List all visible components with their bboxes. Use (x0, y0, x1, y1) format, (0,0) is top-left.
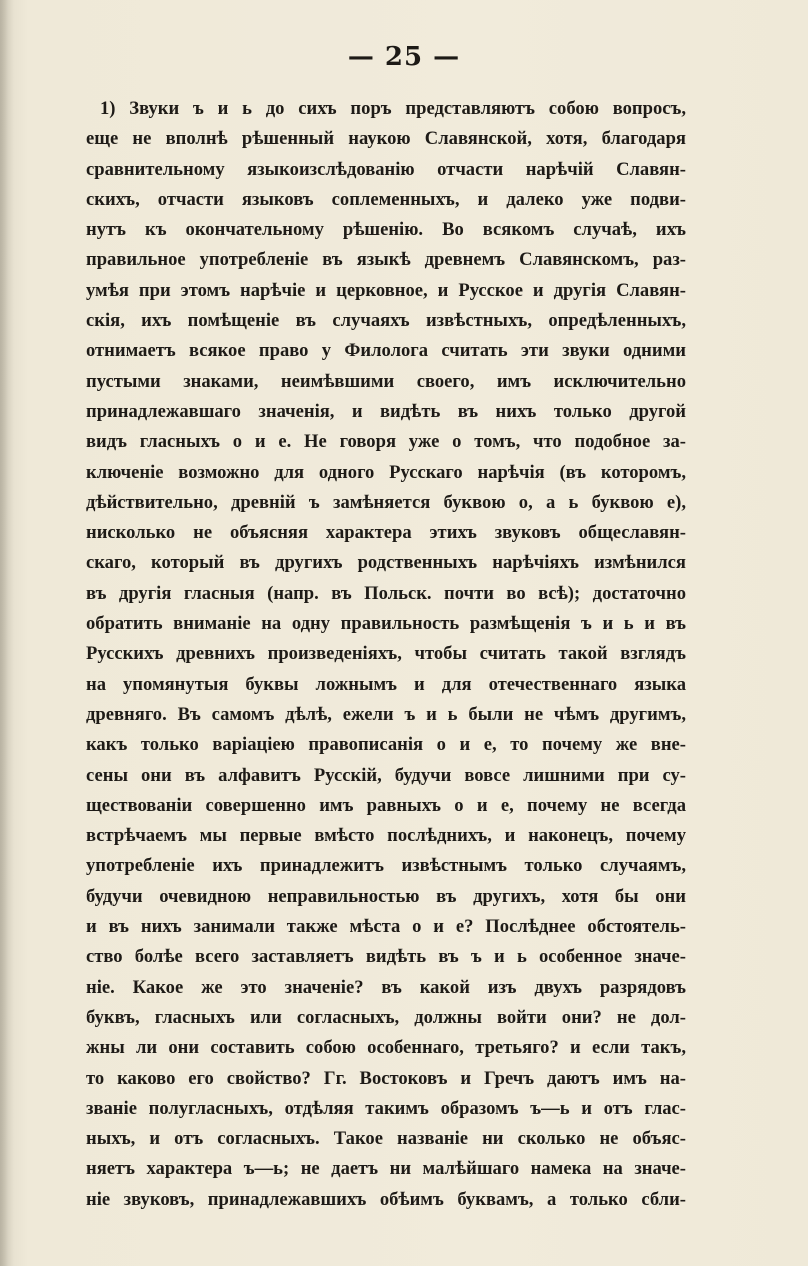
text-line: принадлежавшаго значенія, и видѣть въ нихъ только другой (86, 400, 686, 422)
text-line: нисколько не объясняя характера этихъ звуковъ общеславян- (86, 522, 686, 544)
text-line: употребленіе ихъ принадлежитъ извѣстнымъ только случаямъ, (86, 855, 686, 877)
text-line: древняго. Въ самомъ дѣлѣ, ежели ъ и ь были не чѣмъ другимъ, (86, 703, 686, 725)
text-line: ключеніе возможно для одного Русскаго нарѣчія (въ которомъ, (86, 461, 686, 483)
page-number: — 25 — (347, 42, 461, 72)
text-line: ніе. Какое же это значеніе? въ какой изъ двухъ разрядовъ (86, 976, 686, 998)
text-line: ніе звуковъ, принадлежавшихъ обѣимъ буквамъ, а только сбли- (86, 1188, 686, 1210)
footnote-text (86, 94, 686, 1215)
text-line: пустыми знаками, неимѣвшими своего, имъ исключительно (86, 370, 686, 392)
text-line: званіе полугласныхъ, отдѣляя такимъ образомъ ъ—ь и отъ глас- (86, 1097, 686, 1119)
text-line: ныхъ, и отъ согласныхъ. Такое названіе ни сколько не объяс- (86, 1128, 686, 1150)
text-line: отнимаетъ всякое право у Филолога считать эти звуки одними (86, 340, 686, 362)
text-line: и въ нихъ занимали также мѣста о и е? Послѣднее обстоятель- (86, 916, 686, 938)
text-line: нутъ къ окончательному рѣшенію. Во всякомъ случаѣ, ихъ (86, 219, 686, 241)
text-line: еще не вполнѣ рѣшенный наукою Славянской, хотя, благодаря (86, 128, 686, 150)
text-line: видъ гласныхъ о и е. Не говоря уже о томъ, что подобное за- (86, 431, 686, 453)
text-line: скаго, который въ другихъ родственныхъ нарѣчіяхъ измѣнился (86, 552, 686, 574)
text-line: скія, ихъ помѣщеніе въ случаяхъ извѣстныхъ, опредѣленныхъ, (86, 310, 686, 332)
text-line: жны ли они составить собою особеннаго, третьяго? и если такъ, (86, 1037, 686, 1059)
text-line: сравнительному языкоизслѣдованію отчасти нарѣчій Славян- (86, 158, 686, 180)
text-line: правильное употребленіе въ языкѣ древнемъ Славянскомъ, раз- (86, 249, 686, 271)
text-line: встрѣчаемъ мы первые вмѣсто послѣднихъ, и наконецъ, почему (86, 825, 686, 847)
text-line: сены они въ алфавитъ Русскій, будучи вовсе лишними при су- (86, 764, 686, 786)
text-line: няетъ характера ъ—ь; не даетъ ни малѣйшаго намека на значе- (86, 1158, 686, 1180)
text-line: Русскихъ древнихъ произведеніяхъ, чтобы считать такой взглядъ (86, 643, 686, 665)
text-line: будучи очевидною неправильностью въ другихъ, хотя бы они (86, 885, 686, 907)
text-line: въ другія гласныя (напр. въ Польск. почти во всѣ); достаточно (86, 582, 686, 604)
text-line: обратить вниманіе на одну правильность размѣщенія ъ и ь и въ (86, 613, 686, 635)
text-line: то каково его свойство? Гг. Востоковъ и Гречъ даютъ имъ на- (86, 1067, 686, 1089)
text-line: ществованіи совершенно имъ равныхъ о и е, почему не всегда (86, 794, 686, 816)
text-line: умѣя при этомъ нарѣчіе и церковное, и Русское и другія Славян- (86, 279, 686, 301)
text-line: скихъ, отчасти языковъ соплеменныхъ, и далеко уже подви- (86, 188, 686, 210)
text-line: ство болѣе всего заставляетъ видѣть въ ъ и ь особенное значе- (86, 946, 686, 968)
binding-gutter-shadow (0, 0, 14, 1266)
text-line: буквъ, гласныхъ или согласныхъ, должны войти они? не дол- (86, 1006, 686, 1028)
text-line: какъ только варіаціею правописанія о и е, то почему же вне- (86, 734, 686, 756)
text-line: 1) Звуки ъ и ь до сихъ поръ представляютъ собою вопросъ, (100, 98, 686, 119)
text-line: на упомянутыя буквы ложнымъ и для отечественнаго языка (86, 673, 686, 695)
text-line: дѣйствительно, древній ъ замѣняется буквою о, а ь буквою е), (86, 491, 686, 513)
